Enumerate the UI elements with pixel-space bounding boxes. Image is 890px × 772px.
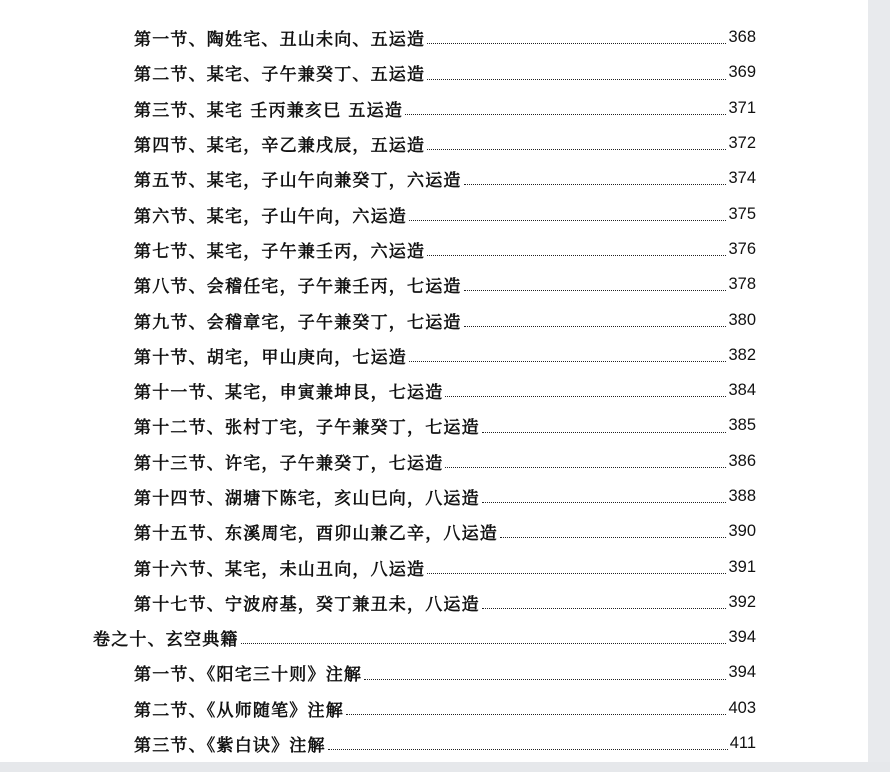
toc-page-number: 375	[728, 204, 756, 223]
dot-leader	[346, 714, 727, 715]
dot-leader	[482, 432, 727, 433]
toc-entry-title: 第三节、某宅 壬丙兼亥巳 五运造	[134, 100, 404, 121]
dot-leader	[427, 255, 726, 256]
toc-page-number: 411	[729, 734, 756, 753]
toc-page-number: 378	[728, 275, 756, 294]
toc-page-number: 388	[728, 487, 756, 505]
toc-entry[interactable]	[0, 585, 868, 620]
toc-page-number: 376	[728, 239, 756, 258]
toc-page-number: 371	[728, 98, 756, 117]
toc-page-number: 385	[728, 416, 756, 435]
toc-page-number: 374	[728, 169, 756, 188]
toc-entry[interactable]	[0, 126, 868, 161]
dot-leader	[464, 290, 727, 291]
toc-entry-title: 第四节、某宅，辛乙兼戌辰，五运造	[134, 136, 426, 157]
dot-leader	[482, 608, 727, 609]
toc-entry[interactable]	[0, 267, 868, 302]
toc-entry-title: 第十七节、宁波府基，癸丁兼丑未，八运造	[134, 594, 480, 615]
toc-entry-title: 第十四节、湖塘下陈宅，亥山巳向，八运造	[134, 489, 480, 509]
dot-leader	[409, 220, 726, 221]
toc-page-number: 382	[728, 345, 756, 364]
toc-page-number: 394	[728, 628, 756, 647]
viewer-scroll-gutter	[868, 0, 890, 772]
dot-leader	[464, 326, 727, 327]
toc-entry-title: 第十一节、某宅，申寅兼坤艮，七运造	[134, 383, 444, 404]
toc-page-number: 390	[728, 522, 756, 541]
toc-page-number: 392	[728, 592, 756, 611]
viewer-bottom-edge	[0, 762, 890, 772]
toc-entry[interactable]	[0, 55, 868, 90]
toc-entry[interactable]	[0, 444, 868, 479]
toc-page-number: 391	[728, 557, 756, 576]
toc-entry[interactable]	[0, 338, 868, 373]
toc-page-number: 384	[728, 381, 756, 400]
dot-leader	[445, 396, 726, 397]
toc-entry[interactable]	[0, 20, 868, 55]
toc-entry-title: 第二节、某宅、子午兼癸丁、五运造	[134, 65, 426, 86]
toc-entry-title: 第十二节、张村丁宅，子午兼癸丁，七运造	[134, 418, 480, 439]
toc-entry[interactable]	[0, 655, 868, 690]
toc-entry-title: 第二节、《从师随笔》注解	[134, 700, 344, 721]
dot-leader	[328, 749, 728, 750]
toc-entry-title: 第七节、某宅，子午兼壬丙，六运造	[134, 241, 426, 262]
dot-leader	[445, 467, 726, 468]
toc-entry[interactable]	[0, 408, 868, 443]
toc-entry-title: 第十节、胡宅，甲山庚向，七运造	[134, 347, 407, 368]
toc-page-number: 403	[728, 698, 756, 717]
dot-leader	[241, 643, 727, 644]
toc-page-number: 380	[728, 310, 756, 329]
dot-leader	[405, 114, 726, 115]
toc-entry-title: 第五节、某宅，子山午向兼癸丁，六运造	[134, 171, 462, 192]
toc-entry-title: 第三节、《紫白诀》注解	[134, 736, 326, 757]
toc-page-number: 369	[728, 63, 756, 82]
toc-entry-title: 第一节、《阳宅三十则》注解	[134, 665, 363, 686]
dot-leader	[482, 502, 727, 503]
toc-entry[interactable]	[0, 691, 868, 726]
toc-chapter-title: 卷之十、玄空典籍	[93, 630, 239, 651]
toc-page-number: 386	[728, 451, 756, 470]
toc-entry-title: 第六节、某宅，子山午向，六运造	[134, 206, 407, 227]
toc-entry-title: 第一节、陶姓宅、丑山未向、五运造	[134, 30, 426, 51]
toc-entry[interactable]	[0, 549, 868, 584]
toc-entry[interactable]	[0, 161, 868, 196]
toc-entry[interactable]	[0, 232, 868, 267]
dot-leader	[364, 679, 726, 680]
dot-leader	[427, 43, 726, 44]
toc-entry[interactable]	[0, 373, 868, 408]
toc-entry-title: 第十六节、某宅，未山丑向，八运造	[134, 559, 426, 580]
toc-entry-title: 第九节、会稽章宅，子午兼癸丁，七运造	[134, 312, 462, 333]
toc-entry[interactable]	[0, 726, 868, 761]
toc-entry[interactable]	[0, 514, 868, 549]
toc-entry-title: 第十三节、许宅，子午兼癸丁，七运造	[134, 453, 444, 474]
dot-leader	[427, 79, 726, 80]
toc-page-number: 394	[728, 663, 756, 682]
dot-leader	[427, 573, 726, 574]
toc-entry[interactable]	[0, 302, 868, 337]
toc-entry-title: 第十五节、东溪周宅，酉卯山兼乙辛，八运造	[134, 524, 498, 545]
toc-entry[interactable]	[0, 196, 868, 231]
toc-entry-title: 第八节、会稽任宅，子午兼壬丙，七运造	[134, 277, 462, 298]
toc-page-number: 372	[728, 134, 756, 153]
dot-leader	[427, 149, 726, 150]
dot-leader	[464, 184, 727, 185]
toc-entry[interactable]	[0, 91, 868, 126]
table-of-contents	[0, 20, 868, 761]
dot-leader	[409, 361, 726, 362]
toc-entry[interactable]	[0, 479, 868, 514]
toc-page-number: 368	[728, 28, 756, 47]
dot-leader	[500, 537, 726, 538]
toc-chapter-entry[interactable]	[0, 620, 868, 655]
